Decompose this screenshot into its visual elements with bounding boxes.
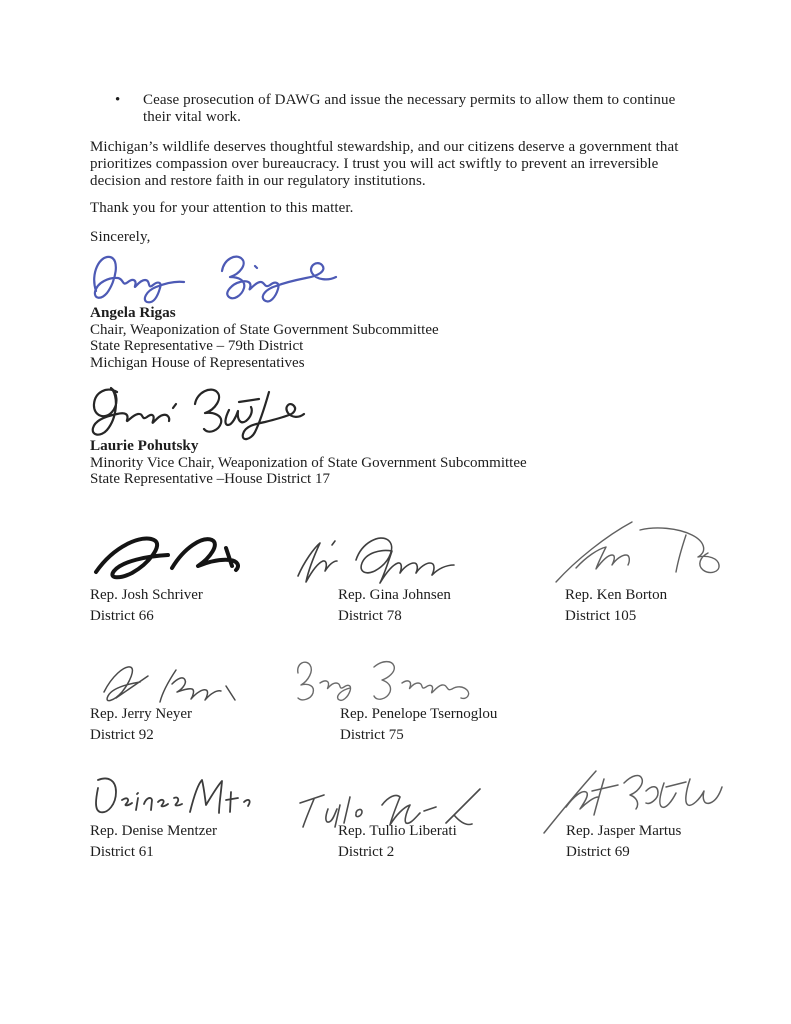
cosigner-name: Rep. Tullio Liberati [338,823,457,839]
signature-gina-johnsen [282,530,457,588]
cosigner-name: Rep. Ken Borton [565,587,668,603]
signature-denise-mentzer [86,770,251,822]
primary-signer-pohutsky [90,437,527,488]
closing-sincerely: Sincerely, [90,229,151,245]
signer-name-rigas: Angela Rigas [90,304,176,321]
cosigner-district: District 92 [90,727,154,743]
cosigner-name: Rep. Jasper Martus [566,823,682,839]
paragraph-line-3: decision and restore faith in our regulatory institutions. [90,173,426,189]
cosigner-name: Rep. Gina Johnsen [338,587,451,603]
paragraph-line-1: Michigan’s wildlife deserves thoughtful stewardship, and our citizens deserve a government that [90,139,679,155]
cosigner-district: District 2 [338,844,395,860]
cosigner-schriver [90,585,203,627]
cosigner-name: Rep. Jerry Neyer [90,706,193,722]
cosigner-borton [565,585,667,627]
cosigner-mentzer [90,821,217,863]
pohutsky-title-1: Minority Vice Chair, Weaponization of State Government Subcommittee [90,455,527,471]
signer-name-pohutsky: Laurie Pohutsky [90,437,199,454]
cosigner-district: District 66 [90,608,154,624]
cosigner-name: Rep. Josh Schriver [90,587,203,603]
cosigner-district: District 75 [340,727,404,743]
signature-ken-borton [548,520,723,588]
signature-jerry-neyer [90,660,255,705]
cosigner-district: District 61 [90,844,154,860]
cosigner-name: Rep. Penelope Tsernoglou [340,706,498,722]
paragraph-line-2: prioritizes compassion over bureaucracy. I trust you will act swiftly to prevent an irreversible [90,156,659,172]
cosigner-neyer [90,704,192,746]
paragraph-stewardship [90,139,679,190]
bullet-line-1: Cease prosecution of DAWG and issue the necessary permits to allow them to continue [143,92,676,108]
signature-josh-schriver [86,528,256,583]
bullet-text [143,92,675,126]
bullet-marker: • [115,92,121,108]
cosigner-district: District 78 [338,608,402,624]
rigas-title-3: Michigan House of Representatives [90,354,305,371]
rigas-title-2: State Representative – 79th District [90,338,304,355]
cosigner-johnsen [338,585,451,627]
primary-signer-rigas [90,304,439,371]
bullet-line-2: their vital work. [143,109,241,125]
cosigner-name: Rep. Denise Mentzer [90,823,218,839]
signature-penelope-tsernoglou [286,655,486,703]
cosigner-district: District 105 [565,608,637,624]
signature-laurie-pohutsky [83,380,305,440]
cosigner-martus [566,821,681,863]
signature-angela-rigas [84,247,354,307]
cosigner-district: District 69 [566,844,630,860]
cosigner-liberati [338,821,457,863]
pohutsky-title-2: State Representative –House District 17 [90,471,330,488]
cosigner-tsernoglou [340,704,497,746]
rigas-title-1: Chair, Weaponization of State Government Subcommittee [90,322,439,338]
bullet-item [115,92,715,126]
paragraph-thanks: Thank you for your attention to this matter. [90,200,354,216]
